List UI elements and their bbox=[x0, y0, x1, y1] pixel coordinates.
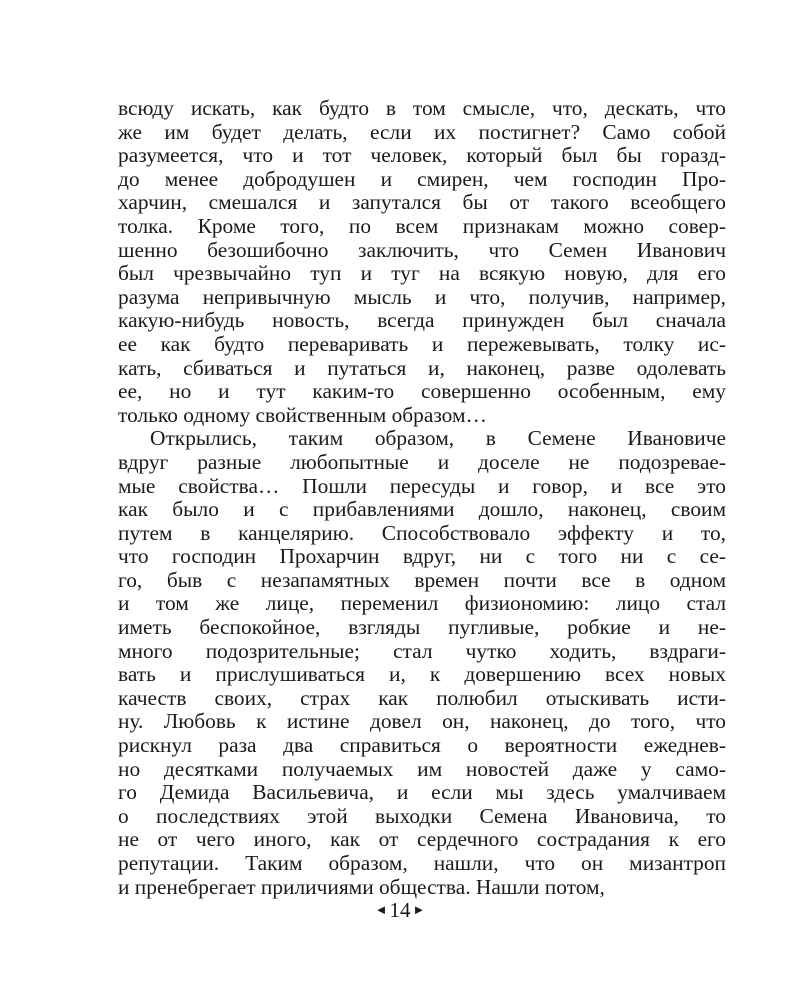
left-ornament-icon: ◄ bbox=[374, 902, 388, 917]
text-line: и пренебрегает приличиями общества. Нашли потом, bbox=[118, 874, 605, 899]
text-line: толка. Кроме того, по всем признакам можно совер- bbox=[118, 213, 726, 238]
page-number: 14 bbox=[389, 898, 411, 922]
text-line: шенно безошибочно заключить, что Семен Иванович bbox=[118, 237, 726, 262]
body-text bbox=[118, 97, 726, 899]
text-line: качеств своих, страх как полюбил отыскивать исти- bbox=[118, 685, 726, 710]
text-line: был чрезвычайно туп и туг на всякую новую, для его bbox=[118, 261, 726, 286]
text-line: го Демида Васильевича, и если мы здесь умалчиваем bbox=[118, 780, 726, 805]
text-line: го, быв с незапамятных времен почти все в одном bbox=[118, 567, 726, 592]
text-line: какую-нибудь новость, всегда принужден был сначала bbox=[118, 308, 726, 333]
text-line: что господин Прохарчин вдруг, ни с того ни с се- bbox=[118, 544, 726, 569]
page-number-footer bbox=[0, 898, 800, 923]
text-line: кать, сбиваться и путаться и, наконец, разве одолевать bbox=[118, 355, 726, 380]
text-line: о последствиях этой выходки Семена Ивановича, то bbox=[118, 803, 726, 828]
text-line: вдруг разные любопытные и доселе не подозревае- bbox=[118, 449, 726, 474]
text-line: иметь беспокойное, взгляды пугливые, робкие и не- bbox=[118, 615, 726, 640]
text-line: же им будет делать, если их постигнет? Само собой bbox=[118, 119, 726, 144]
text-line: рискнул раза два справиться о вероятности ежеднев- bbox=[118, 733, 726, 758]
text-line: но десятками получаемых им новостей даже у само- bbox=[118, 756, 726, 781]
text-line: мые свойства… Пошли пересуды и говор, и все это bbox=[118, 473, 726, 498]
text-line: путем в канцелярию. Способствовало эффекту и то, bbox=[118, 520, 726, 545]
text-line: репутации. Таким образом, нашли, что он мизантроп bbox=[118, 851, 726, 875]
text-line: Открылись, таким образом, в Семене Ивановиче bbox=[150, 426, 726, 451]
text-line: вать и прислушиваться и, к довершению всех новых bbox=[118, 662, 726, 687]
text-line: разума непривычную мысль и что, получив, например, bbox=[118, 284, 726, 309]
text-line: много подозрительные; стал чутко ходить, вздраги- bbox=[118, 638, 726, 663]
text-line: до менее добродушен и смирен, чем господин Про- bbox=[118, 166, 726, 191]
text-line: ее, но и тут каким-то совершенно особенным, ему bbox=[118, 379, 726, 404]
text-line: только одному свойственным образом… bbox=[118, 402, 487, 427]
text-line: харчин, смешался и запутался бы от такого всеобщего bbox=[118, 190, 726, 215]
text-line: ее как будто переваривать и пережевывать, толку ис- bbox=[118, 331, 726, 356]
text-line: не от чего иного, как от сердечного сострадания к его bbox=[118, 827, 726, 852]
text-line: ну. Любовь к истине довел он, наконец, до того, что bbox=[118, 709, 726, 734]
text-line: как было и с прибавлениями дошло, наконец, своим bbox=[118, 497, 726, 522]
text-line: разумеется, что и тот человек, который был бы горазд- bbox=[118, 143, 726, 168]
paragraph bbox=[118, 427, 726, 899]
text-line: и том же лице, переменил физиономию: лицо стал bbox=[118, 591, 726, 616]
right-ornament-icon: ► bbox=[412, 902, 426, 917]
text-line: всюду искать, как будто в том смысле, что, дескать, что bbox=[118, 96, 726, 120]
paragraph bbox=[118, 97, 726, 427]
